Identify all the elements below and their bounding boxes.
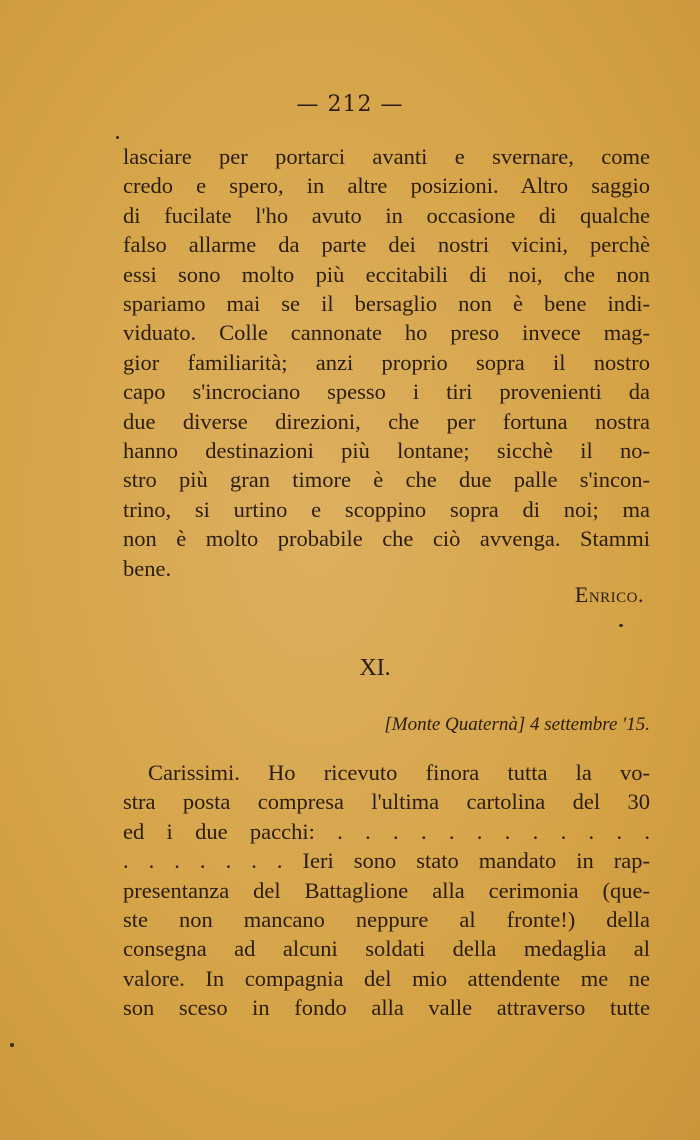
text-line: valore. In compagnia del mio attendente me ne	[123, 965, 650, 991]
text-line: stra posta compresa l'ultima cartolina del 30	[123, 789, 650, 815]
text-line: son sceso in fondo alla valle attraverso tutte	[123, 995, 650, 1021]
text-line: trino, si urtino e scoppino sopra di noi; ma	[123, 496, 650, 522]
text-line: due diverse direzioni, che per fortuna nostra	[123, 408, 650, 434]
text-line: ste non mancano neppure al fronte!) della	[123, 907, 650, 933]
text-line: spariamo mai se il bersaglio non è bene indi-	[123, 291, 650, 317]
text-line: lasciare per portarci avanti e svernare, come	[123, 144, 650, 169]
text-line: falso allarme da parte dei nostri vicini, perchè	[123, 232, 650, 258]
text-line: . . . . . . . Ieri sono stato mandato in rap-	[123, 848, 650, 874]
text-line: stro più gran timore è che due palle s'incon-	[123, 467, 650, 493]
dateline: [Monte Quaternà] 4 settembre '15.	[384, 714, 650, 735]
text-line: credo e spero, in altre posizioni. Altro saggio	[123, 173, 650, 199]
signature: Enrico.	[574, 582, 644, 607]
paper-speck	[10, 1043, 14, 1047]
text-line: hanno destinazioni più lontane; sicchè il no-	[123, 438, 650, 464]
text-line: consegna ad alcuni soldati della medaglia al	[123, 936, 650, 962]
text-line: bene.	[123, 555, 172, 581]
text-line: capo s'incrociano spesso i tiri provenienti da	[123, 379, 650, 405]
text-line: gior familiarità; anzi proprio sopra il nostro	[123, 349, 650, 375]
text-line: viduato. Colle cannonate ho preso invece mag-	[123, 320, 650, 346]
text-line: presentanza del Battaglione alla cerimonia (que-	[123, 877, 650, 903]
paragraph-letter-ending	[123, 142, 650, 583]
chapter-heading: XI.	[359, 655, 391, 681]
paper-speck	[116, 136, 119, 139]
paper-speck	[619, 624, 623, 627]
page-number: — 212 —	[296, 92, 404, 117]
paragraph-letter-start	[123, 758, 650, 1023]
text-line: non è molto probabile che ciò avvenga. Stammi	[123, 526, 650, 552]
text-line: di fucilate l'ho avuto in occasione di qualche	[123, 202, 650, 228]
text-line: ed i due pacchi: . . . . . . . . . . . .	[123, 818, 650, 844]
text-line: essi sono molto più eccitabili di noi, che non	[123, 261, 650, 287]
text-line: Carissimi. Ho ricevuto finora tutta la vo-	[148, 760, 650, 785]
